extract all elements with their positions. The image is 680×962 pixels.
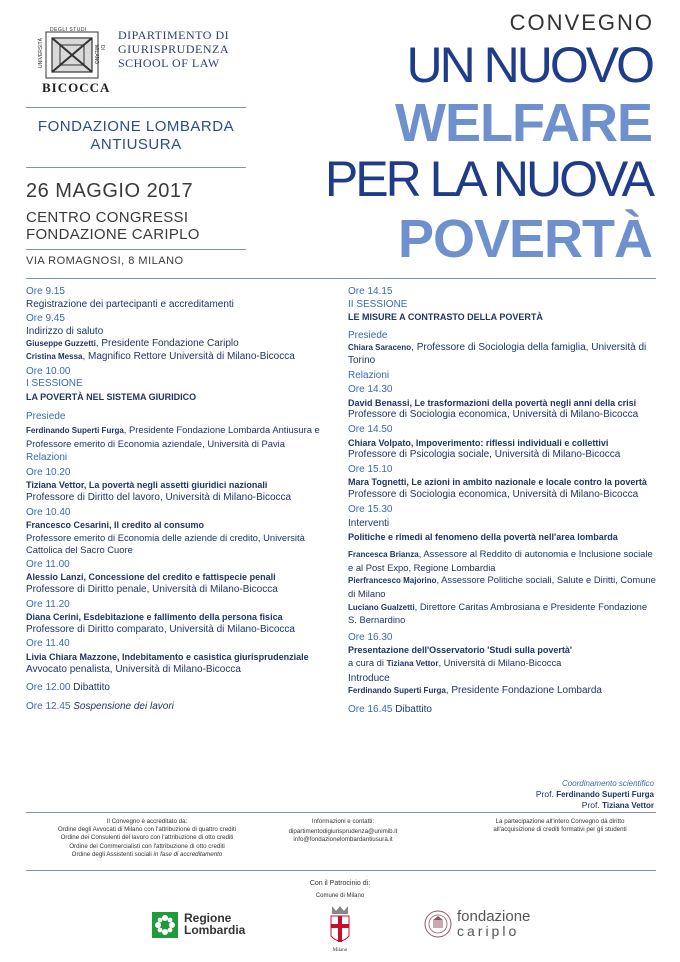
session-chair: Chiara Saraceno, Professore di Sociologia della famiglia, Università di Torino: [348, 342, 647, 366]
fondazione-cariplo-logo: fondazione cariplo: [424, 908, 554, 944]
comune-milano-crest: Milano: [328, 904, 352, 960]
logo-ring-top: DEGLI STUDI: [50, 27, 87, 33]
divider: [26, 167, 246, 168]
title-line-4: POVERTÀ: [397, 209, 652, 269]
talk-item: Ore 11.20 Diana Cerini, Esdebitazione e fallimento della persona fisica Professore di Diritto comparato, Università di Milano-Bicocca: [26, 598, 295, 635]
morning-program: Ore 9.15 Registrazione dei partecipanti e accreditamenti Ore 9.45 Indirizzo di saluto Giuseppe Guzzetti, Presidente Fondazione Cariplo Cristina Messa, Magnifico Rettore Università di Milano-Bicocca Ore 10.00 I SESSIONE LA POVERTÀ NEL SISTEMA GIURIDICO Presiede Ferdinando Superti Furga, Presidente Fondazione Lombarda Antiusura e Professore emerito di Economia aziendale, Università di Pavia Relazioni Ore 10.20 Tiziana Vettor, La povertà negli assetti giuridici nazionali Professore di Diritto del lavoro, Università di Milano-Bicocca Ore 10.40 Francesco Cesarini, Il credito al consumo Professore emerito di Economia delle aziende di credito, Università Cattolica del Sacro Cuore Ore 11.00 Alessio Lanzi, Concessione del credito e fattispecie penali Professore di Diritto penale, Università di Milano-Bicocca Ore 11.20 Diana Cerini, Esdebitazione e fallimento della persona fisica Professore di Diritto comparato, Università di Milano-Bicocca Ore 11.40 Livia Chiara Mazzone, Indebitamento e casistica giurisprudenziale Avvocato penalista, Università di Milano-Bicocca Ore 12.00 Dibattito Ore 12.45 Sospensione dei lavori: [26, 284, 332, 713]
event-address: VIA ROMAGNOSI, 8 MILANO: [26, 255, 184, 267]
session-label: II SESSIONE: [348, 298, 408, 310]
students-credits-note: La partecipazione all'intero Convegno dà diritto all'acquisizione di crediti formativi per gli studenti: [493, 818, 627, 834]
divider: [26, 107, 246, 108]
logo-ring-right: DI MILANO: [93, 45, 105, 65]
event-date: 26 MAGGIO 2017: [26, 180, 194, 202]
divider: [26, 870, 656, 871]
talk-item: Ore 10.40 Francesco Cesarini, Il credito al consumo Professore emerito di Economia delle aziende di credito, Università Cattolica del Sacro Cuore: [26, 506, 305, 556]
divider: [26, 278, 656, 279]
talk-item: Ore 11.00 Alessio Lanzi, Concessione del credito e fattispecie penali Professore di Diritto penale, Università di Milano-Bicocca: [26, 558, 278, 596]
email-link[interactable]: dipartimentodigiurisprudenza@unimib.it: [288, 828, 398, 836]
logo-ring-left: UNIVERSITÀ: [38, 37, 45, 69]
title-line-1: UN NUOVO: [406, 37, 652, 93]
afternoon-program: Ore 14.15 II SESSIONE LE MISURE A CONTRASTO DELLA POVERTÀ Presiede Chiara Saraceno, Professore di Sociologia della famiglia, Università di Torino Relazioni Ore 14.30 David Benassi, Le trasformazioni della povertà negli anni della crisi Professore di Sociologia economica, Università di Milano-Bicocca Ore 14.50 Chiara Volpato, Impoverimento: riflessi individuali e collettivi Professore di Psicologia sociale, Università di Milano-Bicocca Ore 15.10 Mara Tognetti, Le azioni in ambito nazionale e locale contro la povertà Professore di Sociologia economica, Università di Milano-Bicocca Ore 15.30 Interventi Politiche e rimedi al fenomeno della povertà nell'area lombarda Francesca Brianza, Assessore al Reddito di autonomia e Inclusione sociale e al Post Expo, Regione Lombardia Pierfrancesco Majorino, Assessore Politiche sociali, Salute e Diritti, Comune di Milano Luciano Gualzetti, Direttore Caritas Ambrosiana e Presidente Fondazione S. Bernardino Ore 16.30 Presentazione dell'Osservatorio 'Studi sulla povertà' a cura di Tiziana Vettor, Università di Milano-Bicocca Introduce Ferdinando Superti Furga, Presidente Fondazione Lombarda Ore 16.45 Dibattito: [348, 286, 656, 715]
presentation-curator: a cura di Tiziana Vettor, Università di Milano-Bicocca: [348, 657, 562, 669]
panel-speaker: Francesca Brianza, Assessore al Reddito di autonomia e Inclusione sociale e al Post Expo, Regione Lombardia: [348, 548, 653, 573]
regione-lombardia-logo: Regione Lombardia: [152, 910, 262, 942]
talk-item: Ore 14.50 Chiara Volpato, Impoverimento: riflessi individuali e collettivi Professore di Psicologia sociale, Università di Milano-Bicocca: [348, 423, 621, 461]
greeting-speaker: Cristina Messa, Magnifico Rettore Università di Milano-Bicocca: [26, 350, 295, 362]
session-chair: Ferdinando Superti Furga, Presidente Fondazione Lombarda Antiusura e Professore emerito di Economia aziendale, Università di Pavia: [26, 423, 320, 449]
accreditation-info: Il Convegno è accreditato da: Ordine degli Avvocati di Milano con l'attribuzione di quattro crediti Ordine dei Consulenti del lavoro con l'attribuzione di otto crediti Ordine dei Commercialisti con l'attribuzione di otto crediti Ordine degli Assistenti sociali in fase di accreditamento: [57, 818, 237, 858]
break-item: Ore 12.45 Sospensione dei lavori: [26, 700, 174, 712]
talk-item: Ore 11.40 Livia Chiara Mazzone, Indebitamento e casistica giurisprudenziale Avvocato penalista, Università di Milano-Bicocca: [26, 638, 309, 675]
milano-shield-icon: [328, 904, 352, 948]
department-name: DIPARTIMENTO DI GIURISPRUDENZA SCHOOL OF LAW: [118, 28, 230, 70]
scientific-coordination: Coordinamento scientifico Prof. Ferdinando Superti Furga Prof. Tiziana Vettor: [535, 779, 654, 810]
divider: [26, 249, 246, 250]
comune-label: Comune di Milano: [315, 893, 365, 899]
divider: [26, 812, 656, 813]
title-line-3: PER LA NUOVA: [324, 151, 652, 207]
presentation-title: Presentazione dell'Osservatorio 'Studi sulla povertà': [348, 645, 572, 656]
cariplo-seal-icon: [424, 910, 452, 938]
session-title: LE MISURE A CONTRASTO DELLA POVERTÀ: [348, 312, 543, 323]
talk-item: Ore 14.30 David Benassi, Le trasformazioni della povertà negli anni della crisi Professore di Sociologia economica, Università di Milano-Bicocca: [348, 384, 639, 421]
introducer: Ferdinando Superti Furga, Presidente Fondazione Lombarda: [348, 685, 602, 697]
talk-item: Ore 15.10 Mara Tognetti, Le azioni in ambito nazionale e locale contro la povertà Professore di Sociologia economica, Università di Milano-Bicocca: [348, 463, 647, 500]
kicker-title: CONVEGNO: [509, 10, 654, 35]
contact-info: Informazioni e contatti: dipartimentodigiurisprudenza@unimib.it info@fondazionelombardantiusura.it: [268, 818, 418, 845]
title-line-2: WELFARE: [395, 93, 652, 153]
logo-wordmark: BICOCCA: [42, 80, 111, 95]
session-title: LA POVERTÀ NEL SISTEMA GIURIDICO: [26, 391, 197, 402]
debate-item: Ore 16.45 Dibattito: [348, 703, 432, 715]
panel-speaker: Pierfrancesco Majorino, Assessore Politiche sociali, Salute e Diritti, Comune di Milano: [348, 574, 656, 600]
foundation-name: FONDAZIONE LOMBARDA ANTIUSURA: [37, 118, 235, 153]
talk-item: Ore 10.20 Tiziana Vettor, La povertà negli assetti giuridici nazionali Professore di Diritto del lavoro, Università di Milano-Bicocca: [26, 466, 292, 503]
panel-speaker: Luciano Gualzetti, Direttore Caritas Ambrosiana e Presidente Fondazione S. Bernardino: [348, 600, 648, 626]
lombardia-rose-icon: [152, 912, 178, 938]
patronage-label: Con il Patrocinio di:: [309, 880, 371, 887]
bicocca-logo: [38, 28, 110, 96]
greeting-speaker: Giuseppe Guzzetti, Presidente Fondazione Cariplo: [26, 338, 239, 350]
email-link[interactable]: info@fondazionelombardantiusura.it: [293, 836, 393, 844]
event-venue: CENTRO CONGRESSI FONDAZIONE CARIPLO: [26, 209, 200, 243]
session-label: I SESSIONE: [26, 378, 83, 390]
panel-title: Politiche e rimedi al fenomeno della povertà nell'area lombarda: [348, 531, 618, 542]
debate-item: Ore 12.00 Dibattito: [26, 682, 110, 694]
